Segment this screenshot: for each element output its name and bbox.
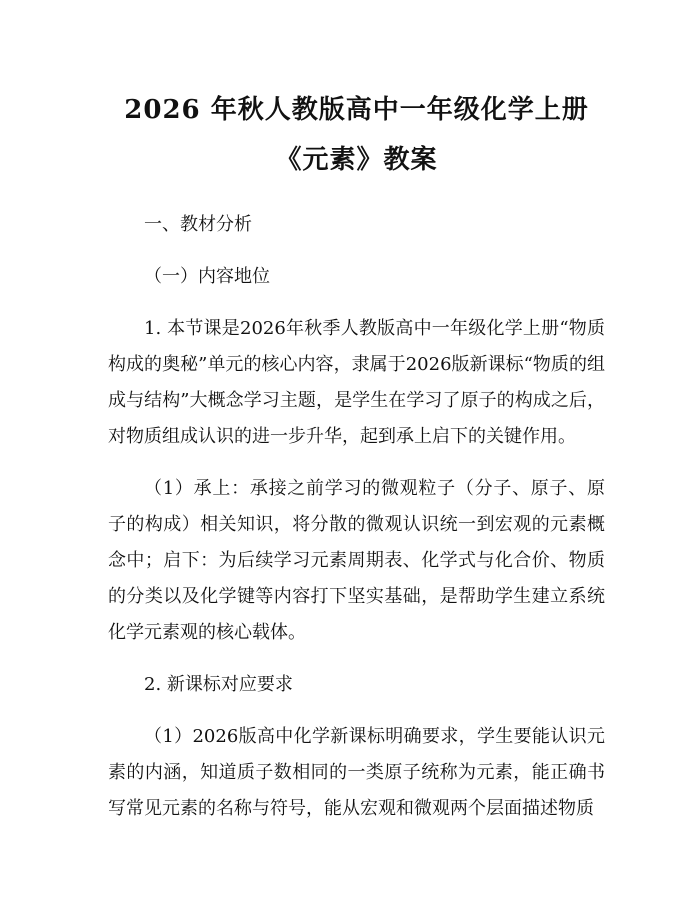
- section-heading-curriculum-requirements: 2. 新课标对应要求: [144, 674, 293, 695]
- paragraph-course-position: 1. 本节课是2026年秋季人教版高中一年级化学上册“物质构成的奥秘”单元的核心内容，隶属于2026版新课标“物质的组成与结构”大概念学习主题，是学生在学习了原子的构成之后，对物质组成认识的进一步升华，起到承上启下的关键作用。: [108, 318, 605, 447]
- paragraph-connect-before-after: （1）承上：承接之前学习的微观粒子（分子、原子、原子的构成）相关知识，将分散的微观认识统一到宏观的元素概念中；启下：为后续学习元素周期表、化学式与化合价、物质的分类以及化学键等内容打下坚实基础，是帮助学生建立系统化学元素观的核心载体。: [108, 478, 605, 643]
- paragraph-curriculum-requirement-1: （1）2026版高中化学新课标明确要求，学生要能认识元素的内涵，知道质子数相同的一类原子统称为元素，能正确书写常见元素的名称与符号，能从宏观和微观两个层面描述物质: [108, 726, 605, 819]
- subsection-heading-content-position: （一）内容地位: [144, 266, 270, 287]
- section-heading-teaching-material-analysis: 一、教材分析: [144, 214, 252, 235]
- document-title: 2026 年秋人教版高中一年级化学上册《元素》教案: [124, 95, 589, 175]
- document-body: [108, 207, 605, 827]
